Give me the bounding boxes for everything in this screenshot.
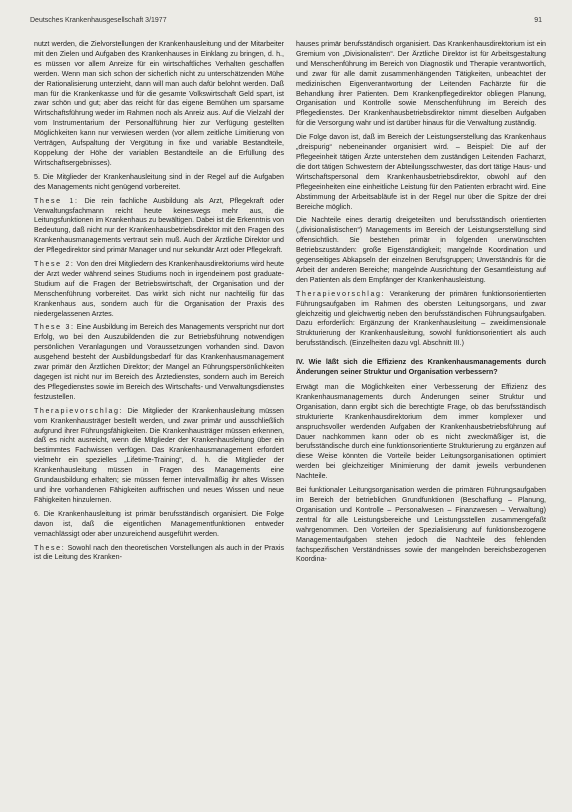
paragraph [296, 290, 546, 349]
paragraph [34, 323, 284, 402]
paragraph: nutzt werden, die Zielvorstellungen der Krankenhausleitung und der Mitarbeiter mit den Zielen und Aufgaben des Krankenhauses in Einklang zu bringen, d. h., es müssen vor allem Anreize für ein wirtschaftliches Verhalten geschaffen werden. Wenn man sich schon der sicherlich nicht zu unterschätzenden Mühe der Rationalisierung unterzieht, dann will man auch dafür belohnt werden. Daß man für die Krankenkasse und für die gesamte Volkswirtschaft Geld spart, ist zwar schön und gut; aber das reicht für das eigene Bemühen um sparsame Wirtschaftsführung weder im Rahmen noch als Anreiz aus. Auf die Vielzahl der vom Instrumentarium der Personalführung hier zur Verfügung gestellten Möglichkeiten kann nur verwiesen werden (vor allem zeitliche Limitierung von Verträgen, Aufspaltung der Vergütung in fixe und variable Bestandteile, Koppelung der Höhe der variablen Bestandteile an die Erfüllung des Wirtschaftsergebnisses). [34, 40, 284, 167]
therapievorschlag-label: Therapievorschlag: [296, 289, 386, 298]
running-header [30, 16, 542, 28]
these-label: These 2: [34, 260, 75, 269]
left-column [34, 40, 284, 563]
these-label: These: [34, 543, 66, 552]
paragraph [34, 260, 284, 319]
paragraph: Die Nachteile eines derartig dreigeteilten und berufsständisch orientierten („divisionalistischen“) Managements im Bereich der Leistungserstellung sind offensichtlich. Sie bestehen primär in folgenden unerwünschten Betriebszuständen: große Eigenständigkeit; mangelnde Koordination und gegenseitiges Abkapseln der einzelnen Berufsgruppen; Unverständnis für die Arbeit der anderen Bereiche; mangelnde Ausrichtung der Gesamtleistung auf den Patienten als dem Empfänger der Krankenhausleistung. [296, 216, 546, 284]
paragraph: hauses primär berufsständisch organisiert. Das Krankenhausdirektorium ist ein Gremium von „Divisionalisten“. Der Ärztliche Direktor ist für Arbeitsgestaltung und Menschenführung im Bereich von Diagnostik und Therapie verantwortlich, und zwar für alle damit zusammenhängenden Tätigkeiten, unbeachtet der medizinischen Eigenverantwortung der Leitenden Fachärzte für die Behandlung ihrer Patienten. Dem Krankenpflegedirektor obliegen Planung, Organisation und Kontrolle sowie Menschenführung im Bereich des Pflegedienstes. Der Krankenhausbetriebsdirektor nimmt dieselben Aufgaben für die Versorgung wahr und ist darüber hinaus für die Verwaltung zuständig. [296, 40, 546, 128]
paragraph: Die Folge davon ist, daß im Bereich der Leistungserstellung das Krankenhaus „dreispurig“ nebeneinander organisiert wird. – Beispiel: Die auf der Pflegeeinheit tätigen Ärzte unterstehen dem zuständigen Leitenden Facharzt, die dort tätigen Schwestern der Abteilungsschwester, das dort tätige Haus- und Wirtschaftspersonal dem Krankenhausbetriebsdirektor, obwohl auf den Pflegeeinheiten eine einheitliche Leistung für den Patienten erbracht wird. Eine Abstimmung der Arbeitsabläufe ist in der Regel nur über die Spitze der drei Bereiche möglich. [296, 133, 546, 211]
journal-title: Deutsches Krankenhausgesellschaft 3/1977 [30, 17, 167, 24]
therapievorschlag-label: Therapievorschlag: [34, 406, 124, 415]
therapievorschlag-text: Verankerung der primären funktionsorientierten Führungsaufgaben im Rahmen des obersten Leitungsorgans, und zwar gleichzeitig und gleichwertig neben den berufsständischen Führungsaufgaben. Dazu erforderlich: Ergänzung der Krankenhausleitung – zweidimensionale Strukturierung der Krankenhausleitung, sowohl funktionsorientiert als auch berufsständisch. (Einzelheiten dazu vgl. Abschnitt III.) [296, 289, 546, 348]
these-text: Eine Ausbildung im Bereich des Managements verspricht nur dort Erfolg, wo bei den Auszubildenden die zur Betriebsführung notwendigen persönlichen Veranlagungen und Voraussetzungen vorhanden sind. Davon ausgehend besteht der Ausbildungsbedarf für das Krankenhausmanagement zwar primär den Ärztlichen Direktor; der Mangel an Führungspersönlichkeiten dagegen ist nicht nur im Bereich des Ärztedienstes, sondern auch im Bereich des Pflegedienstes sowie im Bereich des Wirtschafts- und Verwaltungsdienstes festzustellen. [34, 323, 285, 401]
these-text: Sowohl nach den theoretischen Vorstellungen als auch in der Praxis ist die Leitung des Kranken- [34, 543, 284, 562]
paragraph [34, 407, 284, 506]
therapievorschlag-text: Die Mitglieder der Krankenhausleitung müssen vom Krankenhausträger bestellt werden, und zwar primär und ausschließlich aufgrund ihrer Führungsfähigkeiten. Die Krankenhausträger müssen erkennen, daß es nicht ausreicht, wenn die Mitglieder der Krankenhausleitung über ein bestimmtes Fachwissen verfügen. Das Krankenhausmanagement erfordert vielmehr ein spezielles „Lifetime-Training“, d. h. die Mitglieder der Krankenhausleitung müssen in Fragen des Managements eine Grundausbildung erhalten; sie müssen ferner intervallmäßig ihr altes Wissen und ihre vorhandenen Fähigkeiten auffrischen und neues Wissen und neue Fähigkeiten hinzulernen. [34, 406, 284, 504]
paragraph: Bei funktionaler Leitungsorganisation werden die primären Führungsaufgaben im Bereich der betrieblichen Grundfunktionen (Beschaffung – Planung, Organisation und Kontrolle – Personalwesen – Finanzwesen – Verwaltung) zentral für alle Leistungsbereiche und Leistungsstellen zusammengefaßt wahrgenommen. Den Vorteilen der Spezialisierung auf funktionsbezogene Managementaufgaben stehen jedoch die Nachteile des fehlenden fachspezifischen Verständnisses sowie der mangelnden bereichsbezogenen Koordina- [296, 486, 546, 564]
paragraph: 6. Die Krankenhausleitung ist primär berufsständisch organisiert. Die Folge davon ist, daß die eigentlichen Managementfunktionen entweder vernachlässigt oder aber unzureichend ausgeführt werden. [34, 509, 284, 538]
paragraph: Erwägt man die Möglichkeiten einer Verbesserung der Effizienz des Krankenhausmanagements durch Änderungen seiner Struktur und Organisation, dann ergibt sich die berechtigte Frage, ob das berufsständisch strukturierte Krankenhausdirektorium dem immer komplexer und anspruchsvoller werdenden Aufgaben der Krankenhausbetriebsführung auf Dauer nachkommen kann oder ob es nicht zweckmäßiger ist, die berufsständische durch eine funktionsorientierte Strukturierung zu ergänzen auf diese Weise könnten die Vorteile beider Leitungsorganisationen optimiert werden bei gleichzeitiger Minimierung der damit jeweils verbundenen Nachteile. [296, 383, 547, 481]
right-column [296, 40, 546, 565]
these-label: These 3: [34, 323, 75, 332]
paragraph [34, 197, 284, 256]
these-text: Die rein fachliche Ausbildung als Arzt, Pflegekraft oder Verwaltungsfachmann reicht heute keineswegs mehr aus, die Leitungsfunktionen im Krankenhaus zu bewältigen. Dabei ist die Erkenntnis von Bedeutung, daß nicht nur der Krankenhausbetriebsdirektor mit den Fragen des Krankenhausmanagements vertraut sein muß. Auch der Ärztliche Direktor und der Pflegedirektor sind primär Manager und nur sekundär Arzt oder Pflegekraft. [34, 196, 285, 255]
section-heading: IV. Wie läßt sich die Effizienz des Krankenhausmanagements durch Änderungen seiner Struktur und Organisation verbessern? [296, 357, 546, 377]
paragraph [34, 544, 284, 564]
these-text: Von den drei Mitgliedern des Krankenhausdirektoriums wird heute der Arzt weder während seines Studiums noch in irgendeinem post graduate-Studium auf die Fragen der Betriebswirtschaft, der Organisation und der Menschenführung vorbereitet. Das wirkt sich nicht nur nachteilig für das Krankenhaus aus, sondern auch für die Organisation der Praxis des niedergelassenen Arztes. [34, 260, 284, 318]
paragraph: 5. Die Mitglieder der Krankenhausleitung sind in der Regel auf die Aufgaben des Managements nicht genügend vorbereitet. [34, 172, 284, 191]
page-number: 91 [534, 17, 542, 24]
these-label: These 1: [34, 196, 79, 205]
